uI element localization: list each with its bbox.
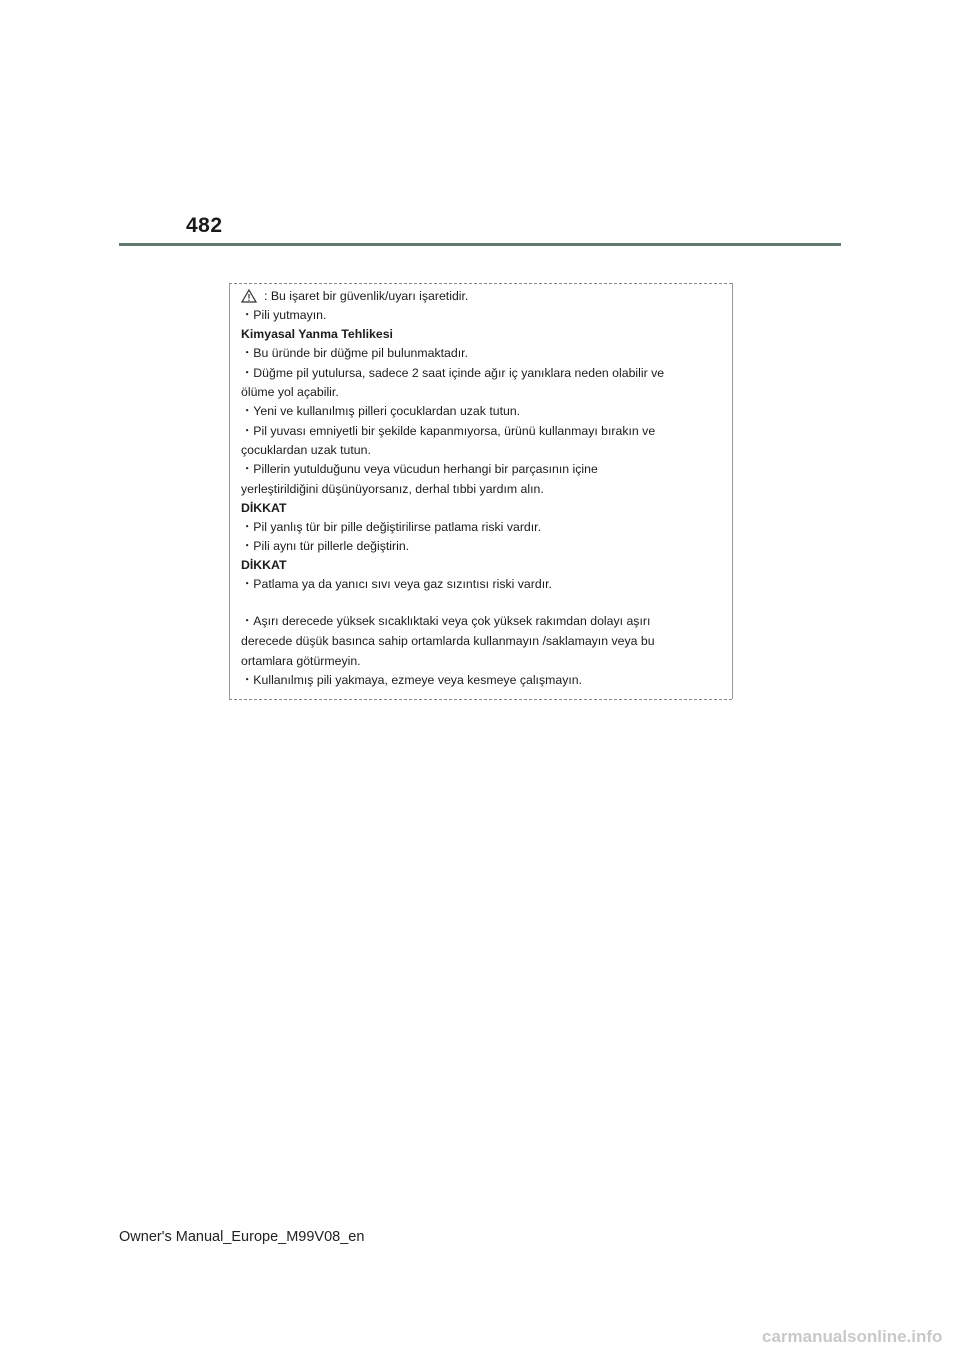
notice-line: ・Patlama ya da yanıcı sıvı veya gaz sızıntısı riski vardır. <box>241 577 552 591</box>
notice-line: ・Aşırı derecede yüksek sıcaklıktaki veya çok yüksek rakımdan dolayı aşırı <box>241 614 651 628</box>
notice-intro-text: : Bu işaret bir güvenlik/uyarı işaretidir. <box>264 289 469 303</box>
notice-line: yerleştirildiğini düşünüyorsanız, derhal tıbbi yardım alın. <box>241 482 544 496</box>
notice-top-border <box>229 283 732 284</box>
notice-line: ・Yeni ve kullanılmış pilleri çocuklardan uzak tutun. <box>241 404 521 418</box>
notice-heading: DİKKAT <box>241 501 287 515</box>
notice-line: ・Kullanılmış pili yakmaya, ezmeye veya kesmeye çalışmayın. <box>241 673 583 687</box>
notice-line: ・Pil yanlış tür bir pille değiştirilirse patlama riski vardır. <box>241 520 542 534</box>
notice-line: çocuklardan uzak tutun. <box>241 443 371 457</box>
notice-line: ortamlara götürmeyin. <box>241 654 361 668</box>
notice-line-intro <box>241 289 468 307</box>
page-number: 482 <box>186 214 223 237</box>
notice-heading: Kimyasal Yanma Tehlikesi <box>241 327 393 341</box>
notice-line: ・Pil yuvası emniyetli bir şekilde kapanmıyorsa, ürünü kullanmayı bırakın ve <box>241 424 656 438</box>
warning-triangle-icon <box>241 289 257 307</box>
notice-heading: DİKKAT <box>241 558 287 572</box>
notice-line: ・Bu üründe bir düğme pil bulunmaktadır. <box>241 346 468 360</box>
notice-line: ・Pili yutmayın. <box>241 308 327 322</box>
notice-line: ・Pillerin yutulduğunu veya vücudun herhangi bir parçasının içine <box>241 462 598 476</box>
notice-line: ・Pili aynı tür pillerle değiştirin. <box>241 539 410 553</box>
notice-line: derecede düşük basınca sahip ortamlarda kullanmayın /saklamayın veya bu <box>241 634 655 648</box>
notice-bottom-border <box>229 699 732 700</box>
footer-label: Owner's Manual_Europe_M99V08_en <box>119 1229 365 1245</box>
notice-line: ・Düğme pil yutulursa, sadece 2 saat içinde ağır iç yanıklara neden olabilir ve <box>241 366 665 380</box>
header-rule <box>119 243 841 246</box>
watermark: carmanualsonline.info <box>762 1327 943 1346</box>
notice-line: ölüme yol açabilir. <box>241 385 339 399</box>
